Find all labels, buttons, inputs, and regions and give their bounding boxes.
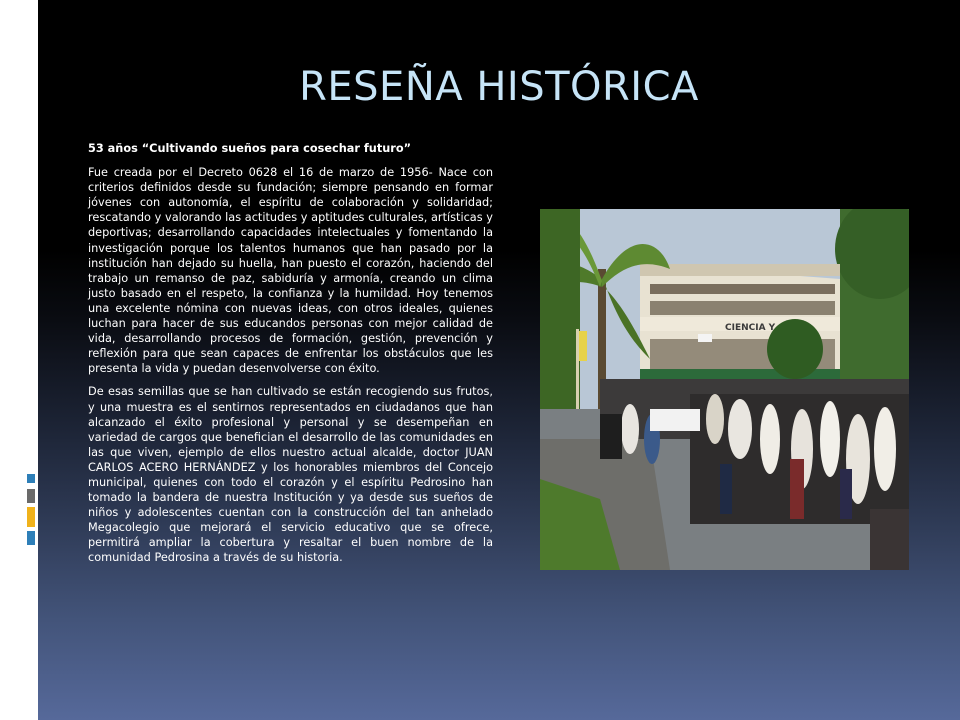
accent-bar-yellow (27, 507, 35, 527)
accent-bar-blue-bottom (27, 531, 35, 545)
school-photo (540, 209, 909, 570)
paragraph-1: Fue creada por el Decreto 0628 el 16 de marzo de 1956- Nace con criterios definidos desde su fundación; siempre pensando en formar jóvenes con autonomía, el espíritu de colaboración y solidaridad; rescatando y valorando las actitudes y aptitudes culturales, artísticas y deportivas; desarrollando capacidades intelectuales y fomentando la investigación porque los talentos humanos que han pasado por la institución han dejado su huella, han puesto el corazón, haciendo del trabajo un remanso de paz, sabiduría y armonía, creando un clima justo basado en el respeto, la confianza y la humildad. Hoy tenemos una excelente nómina con nuevas ideas, con otros ideales, quienes luchan para hacer de sus educandos personas con mejor calidad de vida, desarrollando procesos de formación, gestión, prevención y reflexión para que sean capaces de enfrentar los obstáculos que les presenta la vida y puedan desenvolverse con éxito. (88, 166, 493, 376)
left-white-strip (0, 0, 38, 720)
body-text (88, 141, 493, 574)
photo-speaker (600, 414, 622, 459)
accent-bar-blue-top (27, 474, 35, 483)
photo-table (650, 409, 700, 431)
photo-building-sign: CIENCIA Y (725, 323, 776, 333)
paragraph-2: De esas semillas que se han cultivado se están recogiendo sus frutos, y una muestra es el sentirnos representados en ciudadanos que han alcanzado el éxito profesional y personal y se desempeñan en variedad de cargos que benefician el desarrollo de las comunidades en las que viven, ejemplo de ellos nuestro actual alcalde, doctor JUAN CARLOS ACERO HERNÁNDEZ y los honorables miembros del Concejo municipal, quienes con todo el corazón y el espíritu Pedrosino han tomado la bandera de nuestra Institución y ya desde sus sueños de niños y adolescentes cuentan con la construcción del tan anhelado Megacolegio que mejorará el servicio educativo que se ofrece, permitirá ampliar la cobertura y resaltar el buen nombre de la comunidad Pedrosina a través de su historia. (88, 385, 493, 565)
slide-title: RESEÑA HISTÓRICA (299, 64, 699, 110)
slide-subtitle: 53 años “Cultivando sueños para cosechar futuro” (88, 142, 412, 155)
accent-bar-gray (27, 489, 35, 503)
